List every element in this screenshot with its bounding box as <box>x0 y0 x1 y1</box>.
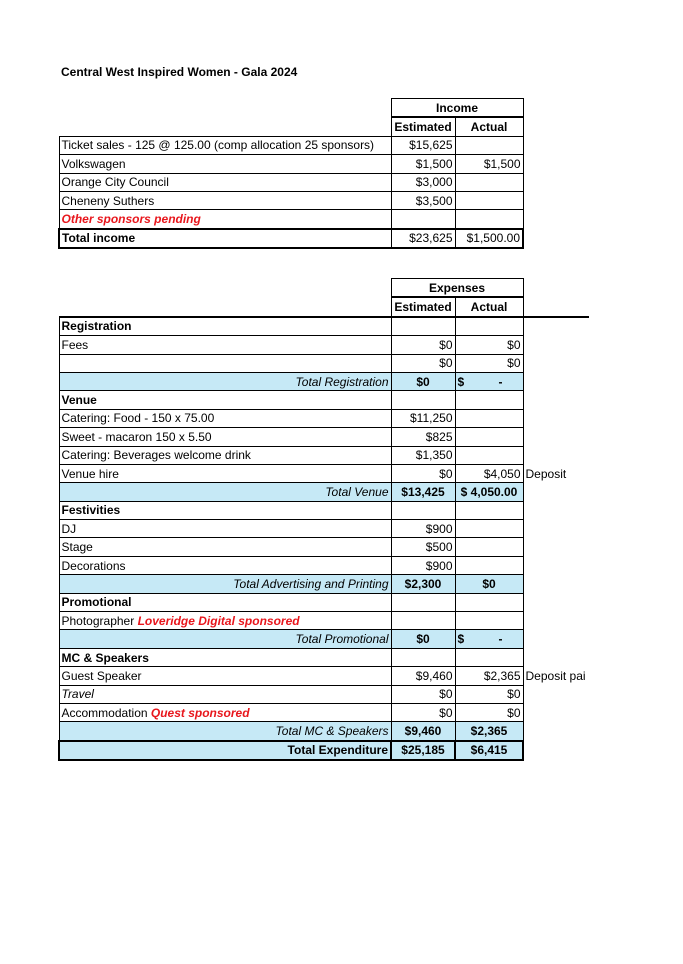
income-actual <box>455 191 523 209</box>
expense-estimated: $900 <box>391 520 455 538</box>
expense-label: Travel <box>59 685 391 703</box>
income-estimated: $15,625 <box>391 136 455 154</box>
grand-total-label: Total Expenditure <box>59 741 391 760</box>
expense-actual: $0 <box>455 354 523 372</box>
subtotal-actual <box>455 372 523 390</box>
income-label: Other sponsors pending <box>59 210 391 229</box>
sponsor-note: Loveridge Digital sponsored <box>137 613 300 628</box>
income-label: Volkswagen <box>59 155 391 173</box>
income-actual: $1,500 <box>455 155 523 173</box>
income-estimated: $3,500 <box>391 191 455 209</box>
income-actual <box>455 136 523 154</box>
accommodation-label: Accommodation <box>61 705 151 720</box>
grand-total-estimated: $25,185 <box>391 741 455 760</box>
subtotal-actual: $ 4,050.00 <box>455 483 523 501</box>
subtotal-label: Total Promotional <box>59 630 391 648</box>
expenses-header: Expenses <box>391 279 523 298</box>
grand-total-row <box>59 741 589 760</box>
subtotal-actual: $2,365 <box>455 722 523 741</box>
dash-value: - <box>498 632 503 647</box>
income-total-row <box>59 229 523 248</box>
table-row <box>59 191 523 209</box>
table-row <box>59 136 523 154</box>
expense-estimated: $9,460 <box>391 667 455 685</box>
subtotal-label: Total Venue <box>59 483 391 501</box>
section-heading: MC & Speakers <box>59 648 391 666</box>
expenses-col-actual: Actual <box>455 297 523 316</box>
dash-value: - <box>498 374 503 389</box>
income-table <box>58 98 524 249</box>
expense-label: Guest Speaker <box>59 667 391 685</box>
expense-label <box>59 612 391 630</box>
expenses-table <box>58 278 589 761</box>
expense-note: Deposit <box>525 466 567 481</box>
income-estimated: $1,500 <box>391 155 455 173</box>
section-heading: Venue <box>59 391 391 409</box>
subtotal-row <box>59 722 589 741</box>
table-row <box>59 667 589 685</box>
currency-symbol: $ <box>457 374 465 389</box>
expenses-col-estimated: Estimated <box>391 297 455 316</box>
income-col-actual: Actual <box>455 117 523 136</box>
expense-estimated: $0 <box>391 354 455 372</box>
expense-estimated: $0 <box>391 464 455 482</box>
subtotal-row <box>59 372 589 390</box>
income-col-estimated: Estimated <box>391 117 455 136</box>
section-heading: Promotional <box>59 593 391 611</box>
table-row <box>59 703 589 721</box>
table-row <box>59 155 523 173</box>
subtotal-estimated: $0 <box>391 630 455 648</box>
table-row <box>59 556 589 574</box>
expense-label <box>59 703 391 721</box>
table-row <box>59 354 589 372</box>
income-label: Cheneny Suthers <box>59 191 391 209</box>
expense-estimated: $11,250 <box>391 409 455 427</box>
expense-actual: $2,365 <box>455 667 523 685</box>
expense-label: Fees <box>59 336 391 354</box>
table-row <box>59 538 589 556</box>
expense-label: Catering: Beverages welcome drink <box>59 446 391 464</box>
income-header: Income <box>391 99 523 118</box>
table-row <box>59 173 523 191</box>
expense-actual: $0 <box>455 336 523 354</box>
table-row <box>59 336 589 354</box>
expense-actual: $0 <box>455 685 523 703</box>
expense-label: Stage <box>59 538 391 556</box>
income-actual <box>455 210 523 229</box>
income-estimated <box>391 210 455 229</box>
income-estimated: $3,000 <box>391 173 455 191</box>
subtotal-actual <box>455 630 523 648</box>
subtotal-estimated: $0 <box>391 372 455 390</box>
income-actual <box>455 173 523 191</box>
expense-estimated: $825 <box>391 428 455 446</box>
section-heading: Registration <box>59 317 391 336</box>
expense-estimated: $0 <box>391 685 455 703</box>
table-row <box>59 210 523 229</box>
grand-total-actual: $6,415 <box>455 741 523 760</box>
page-title: Central West Inspired Women - Gala 2024 <box>61 65 298 79</box>
expense-note: Deposit pai <box>525 668 586 683</box>
income-label: Ticket sales - 125 @ 125.00 (comp allocation 25 sponsors) <box>59 136 391 154</box>
expense-estimated: $500 <box>391 538 455 556</box>
income-label: Orange City Council <box>59 173 391 191</box>
photographer-label: Photographer <box>61 613 138 628</box>
sponsor-note: Quest sponsored <box>150 705 250 720</box>
subtotal-label: Total Advertising and Printing <box>59 575 391 593</box>
expense-label: Venue hire <box>59 464 391 482</box>
currency-symbol: $ <box>457 632 465 647</box>
expense-estimated: $0 <box>391 336 455 354</box>
expense-label: Sweet - macaron 150 x 5.50 <box>59 428 391 446</box>
income-total-actual: $1,500.00 <box>455 229 523 248</box>
income-total-estimated: $23,625 <box>391 229 455 248</box>
expense-actual: $0 <box>455 703 523 721</box>
subtotal-row <box>59 575 589 593</box>
table-row <box>59 464 589 482</box>
table-row <box>59 520 589 538</box>
subtotal-label: Total MC & Speakers <box>59 722 391 741</box>
table-row <box>59 685 589 703</box>
subtotal-row <box>59 630 589 648</box>
expense-label: Decorations <box>59 556 391 574</box>
expense-estimated: $0 <box>391 703 455 721</box>
subtotal-actual: $0 <box>455 575 523 593</box>
table-row <box>59 446 589 464</box>
section-heading: Festivities <box>59 501 391 519</box>
expense-label: DJ <box>59 520 391 538</box>
expense-actual: $4,050 <box>455 464 523 482</box>
income-total-label: Total income <box>59 229 391 248</box>
expense-estimated: $900 <box>391 556 455 574</box>
subtotal-estimated: $13,425 <box>391 483 455 501</box>
subtotal-row <box>59 483 589 501</box>
table-row <box>59 612 589 630</box>
table-row <box>59 428 589 446</box>
table-row <box>59 409 589 427</box>
subtotal-estimated: $9,460 <box>391 722 455 741</box>
subtotal-label: Total Registration <box>59 372 391 390</box>
expense-label: Catering: Food - 150 x 75.00 <box>59 409 391 427</box>
subtotal-estimated: $2,300 <box>391 575 455 593</box>
expense-estimated: $1,350 <box>391 446 455 464</box>
